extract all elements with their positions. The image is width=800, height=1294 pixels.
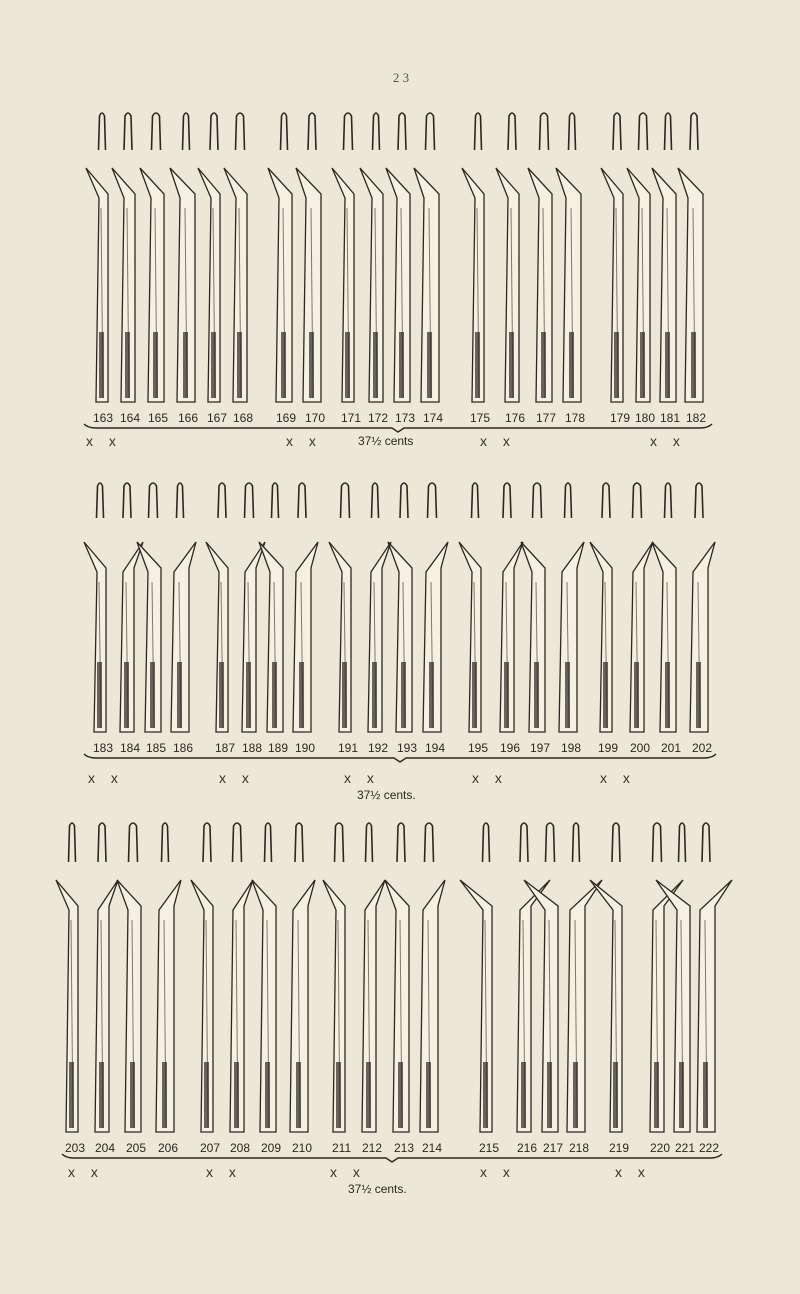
shaft-grip-shading (69, 1062, 74, 1128)
item-number: 179 (610, 411, 631, 425)
item-number: 165 (148, 411, 169, 425)
item-number: 188 (242, 741, 263, 755)
item-number: 209 (261, 1141, 282, 1155)
instrument-handle (366, 823, 373, 862)
instrument-shaft (140, 168, 164, 402)
order-mark: x x (344, 770, 380, 786)
shaft-grip-shading (426, 1062, 431, 1128)
item-number: 212 (362, 1141, 383, 1155)
instrument-handle (308, 113, 316, 150)
instrument-handle (602, 483, 610, 518)
item-number: 180 (635, 411, 656, 425)
item-number: 214 (422, 1141, 443, 1155)
instrument-handle (475, 113, 482, 150)
item-number: 181 (660, 411, 681, 425)
instrument-handle (520, 823, 528, 862)
order-mark: x x (472, 770, 508, 786)
item-number: 213 (394, 1141, 415, 1155)
shaft-grip-shading (521, 1062, 526, 1128)
instrument-handle (665, 483, 672, 518)
instrument-shaft (601, 168, 623, 402)
instrument-shaft (230, 880, 253, 1132)
instrument-shaft (117, 880, 141, 1132)
page-mark: 2 3 (392, 70, 410, 85)
instrument-shaft (697, 880, 732, 1132)
item-number: 191 (338, 741, 359, 755)
instrument-handle (425, 823, 434, 862)
instrument-shaft (496, 168, 519, 402)
shaft-grip-shading (366, 1062, 371, 1128)
instrument-handle (653, 823, 662, 862)
instrument-handle (162, 823, 169, 862)
item-number: 183 (93, 741, 114, 755)
instrument-shaft (590, 542, 612, 732)
instrument-handle (149, 483, 158, 518)
shaft-grip-shading (398, 1062, 403, 1128)
order-mark: x x (219, 770, 255, 786)
instrument-handle (265, 823, 272, 862)
item-number: 221 (675, 1141, 696, 1155)
item-number: 170 (305, 411, 326, 425)
instrument-shaft (652, 168, 676, 402)
instrument-shaft (252, 880, 276, 1132)
instrument-handle (426, 113, 435, 150)
order-mark: x x (480, 433, 516, 449)
item-number: 190 (295, 741, 316, 755)
item-number: 163 (93, 411, 114, 425)
price-label: 37½ cents (358, 434, 414, 448)
group-bracket (62, 1154, 722, 1162)
instrument-shaft (362, 880, 385, 1132)
shaft-grip-shading (299, 662, 304, 728)
instrument-shaft (329, 542, 351, 732)
shaft-grip-shading (124, 662, 129, 728)
instrument-handle (123, 483, 131, 518)
instrument-shaft (170, 168, 195, 402)
shaft-grip-shading (272, 662, 277, 728)
instrument-shaft (95, 880, 118, 1132)
item-number: 219 (609, 1141, 630, 1155)
instrument-handle (98, 823, 106, 862)
instrument-shaft (56, 880, 78, 1132)
shaft-grip-shading (296, 1062, 301, 1128)
item-number: 168 (233, 411, 254, 425)
item-number: 220 (650, 1141, 671, 1155)
instrument-handle (633, 483, 642, 518)
item-number: 217 (543, 1141, 564, 1155)
item-number: 192 (368, 741, 389, 755)
shaft-grip-shading (475, 332, 480, 398)
shaft-grip-shading (204, 1062, 209, 1128)
shaft-grip-shading (603, 662, 608, 728)
order-mark: x x (330, 1164, 366, 1180)
item-number: 206 (158, 1141, 179, 1155)
instrument-handle (295, 823, 303, 862)
instrument-handle (690, 113, 698, 150)
shaft-grip-shading (640, 332, 645, 398)
instrument-handle (565, 483, 572, 518)
item-number: 172 (368, 411, 389, 425)
instrument-shaft (191, 880, 213, 1132)
instrument-shaft (459, 542, 481, 732)
item-number: 215 (479, 1141, 500, 1155)
group-bracket (84, 754, 716, 762)
item-number: 174 (423, 411, 444, 425)
instrument-handle (702, 823, 710, 862)
instrument-shaft (268, 168, 292, 402)
item-number: 195 (468, 741, 489, 755)
item-number: 208 (230, 1141, 251, 1155)
order-mark: x x (88, 770, 124, 786)
item-number: 210 (292, 1141, 313, 1155)
shaft-grip-shading (614, 332, 619, 398)
instrument-handle (218, 483, 226, 518)
instrument-handle (569, 113, 576, 150)
shaft-grip-shading (372, 662, 377, 728)
instrument-handle (124, 113, 132, 150)
instrument-handle (483, 823, 490, 862)
item-number: 166 (178, 411, 199, 425)
item-number: 207 (200, 1141, 221, 1155)
shaft-grip-shading (547, 1062, 552, 1128)
instrument-shaft (259, 542, 283, 732)
instrument-handle (400, 483, 408, 518)
instrument-handle (298, 483, 306, 518)
shaft-grip-shading (97, 662, 102, 728)
instrument-handle (573, 823, 580, 862)
shaft-grip-shading (691, 332, 696, 398)
shaft-grip-shading (211, 332, 216, 398)
shaft-grip-shading (373, 332, 378, 398)
instrument-handle (152, 113, 161, 150)
item-number: 187 (215, 741, 236, 755)
order-mark: x x (480, 1164, 516, 1180)
instrument-handle (245, 483, 254, 518)
shaft-grip-shading (281, 332, 286, 398)
shaft-grip-shading (573, 1062, 578, 1128)
instrument-shaft (559, 542, 584, 732)
shaft-grip-shading (183, 332, 188, 398)
shaft-grip-shading (265, 1062, 270, 1128)
instrument-handle (533, 483, 542, 518)
instrument-handle (665, 113, 672, 150)
instrument-shaft (462, 168, 484, 402)
item-number: 198 (561, 741, 582, 755)
instrument-shaft (198, 168, 220, 402)
instrument-handle (503, 483, 511, 518)
instrument-handle (613, 113, 621, 150)
shaft-grip-shading (219, 662, 224, 728)
instrument-shaft (500, 542, 523, 732)
instrument-handle (540, 113, 549, 150)
shaft-grip-shading (665, 332, 670, 398)
item-number: 222 (699, 1141, 720, 1155)
instrument-shaft (690, 542, 715, 732)
instrument-shaft (423, 542, 448, 732)
shaft-grip-shading (613, 1062, 618, 1128)
item-number: 194 (425, 741, 446, 755)
instrument-shaft (332, 168, 354, 402)
item-number: 169 (276, 411, 297, 425)
instrument-handle (695, 483, 703, 518)
order-mark: x x (286, 433, 322, 449)
item-number: 200 (630, 741, 651, 755)
shaft-grip-shading (309, 332, 314, 398)
instrument-shaft (360, 168, 383, 402)
instrument-handle (472, 483, 479, 518)
item-number: 182 (686, 411, 707, 425)
instrument-shaft (137, 542, 161, 732)
shaft-grip-shading (483, 1062, 488, 1128)
item-number: 202 (692, 741, 713, 755)
shaft-grip-shading (401, 662, 406, 728)
instrument-shaft (678, 168, 703, 402)
order-mark: x x (615, 1164, 651, 1180)
instrument-shaft (156, 880, 181, 1132)
instrument-handle (546, 823, 555, 862)
shaft-grip-shading (509, 332, 514, 398)
instrument-shaft (652, 542, 676, 732)
item-number: 196 (500, 741, 521, 755)
item-number: 175 (470, 411, 491, 425)
instrument-handle (69, 823, 76, 862)
order-mark: x x (86, 433, 122, 449)
shaft-grip-shading (177, 662, 182, 728)
instrument-shaft (242, 542, 265, 732)
shaft-grip-shading (565, 662, 570, 728)
shaft-grip-shading (162, 1062, 167, 1128)
shaft-grip-shading (665, 662, 670, 728)
instrument-shaft (293, 542, 318, 732)
item-number: 204 (95, 1141, 116, 1155)
instrument-handle (335, 823, 344, 862)
instrument-shaft (385, 880, 409, 1132)
shaft-grip-shading (534, 662, 539, 728)
instrument-handle (397, 823, 405, 862)
item-number: 178 (565, 411, 586, 425)
instrument-handle (508, 113, 516, 150)
instrument-shaft (171, 542, 196, 732)
shaft-grip-shading (153, 332, 158, 398)
instrument-handle (679, 823, 686, 862)
shaft-grip-shading (634, 662, 639, 728)
instrument-handle (344, 113, 353, 150)
group-bracket (84, 424, 712, 432)
item-number: 189 (268, 741, 289, 755)
instrument-handle (97, 483, 104, 518)
item-number: 177 (536, 411, 557, 425)
shaft-grip-shading (569, 332, 574, 398)
shaft-grip-shading (234, 1062, 239, 1128)
instrument-shaft (84, 542, 106, 732)
instrument-shaft (630, 542, 653, 732)
item-number: 203 (65, 1141, 86, 1155)
instrument-shaft (290, 880, 315, 1132)
item-number: 199 (598, 741, 619, 755)
shaft-grip-shading (150, 662, 155, 728)
item-number: 167 (207, 411, 228, 425)
item-number: 197 (530, 741, 551, 755)
instrument-shaft (86, 168, 108, 402)
price-label: 37½ cents. (348, 1182, 407, 1196)
order-mark: x x (650, 433, 686, 449)
shaft-grip-shading (342, 662, 347, 728)
instrument-handle (236, 113, 245, 150)
instrument-shaft (521, 542, 545, 732)
instrument-handle (177, 483, 184, 518)
shaft-grip-shading (504, 662, 509, 728)
instrument-handle (210, 113, 218, 150)
instrument-handle (398, 113, 406, 150)
instrument-shaft (112, 168, 135, 402)
instrument-handle (281, 113, 288, 150)
instrument-handle (612, 823, 620, 862)
shaft-grip-shading (427, 332, 432, 398)
item-number: 216 (517, 1141, 538, 1155)
shaft-grip-shading (679, 1062, 684, 1128)
order-mark: x x (206, 1164, 242, 1180)
instrument-handle (183, 113, 190, 150)
shaft-grip-shading (99, 1062, 104, 1128)
instrument-handle (129, 823, 138, 862)
shaft-grip-shading (125, 332, 130, 398)
instrument-handle (372, 483, 379, 518)
instrument-shaft (368, 542, 391, 732)
instrument-shaft (296, 168, 321, 402)
instrument-shaft (528, 168, 552, 402)
instrument-handle (639, 113, 648, 150)
item-number: 173 (395, 411, 416, 425)
instrument-handle (341, 483, 350, 518)
item-number: 186 (173, 741, 194, 755)
item-number: 176 (505, 411, 526, 425)
instrument-handle (272, 483, 279, 518)
instrument-shaft (120, 542, 143, 732)
instrument-shaft (556, 168, 581, 402)
item-number: 205 (126, 1141, 147, 1155)
order-mark: x x (68, 1164, 104, 1180)
item-number: 218 (569, 1141, 590, 1155)
item-number: 211 (332, 1141, 352, 1155)
item-number: 171 (341, 411, 362, 425)
shaft-grip-shading (399, 332, 404, 398)
item-number: 185 (146, 741, 167, 755)
instrument-shaft (388, 542, 412, 732)
instrument-shaft (420, 880, 445, 1132)
order-mark: x x (600, 770, 636, 786)
shaft-grip-shading (130, 1062, 135, 1128)
instrument-shaft (386, 168, 410, 402)
instrument-shaft (414, 168, 439, 402)
shaft-grip-shading (237, 332, 242, 398)
instrument-shaft (627, 168, 650, 402)
instrument-shaft (206, 542, 228, 732)
instrument-handle (99, 113, 106, 150)
item-number: 201 (661, 741, 682, 755)
item-number: 184 (120, 741, 141, 755)
shaft-grip-shading (336, 1062, 341, 1128)
instrument-shaft (323, 880, 345, 1132)
instrument-shaft (567, 880, 602, 1132)
instrument-handle (428, 483, 437, 518)
instrument-handle (203, 823, 211, 862)
shaft-grip-shading (541, 332, 546, 398)
shaft-grip-shading (246, 662, 251, 728)
shaft-grip-shading (429, 662, 434, 728)
item-number: 193 (397, 741, 418, 755)
shaft-grip-shading (703, 1062, 708, 1128)
shaft-grip-shading (472, 662, 477, 728)
instrument-handle (233, 823, 242, 862)
instrument-shaft (224, 168, 247, 402)
instrument-handle (373, 113, 380, 150)
shaft-grip-shading (654, 1062, 659, 1128)
item-number: 164 (120, 411, 141, 425)
price-label: 37½ cents. (357, 788, 416, 802)
shaft-grip-shading (345, 332, 350, 398)
shaft-grip-shading (696, 662, 701, 728)
shaft-grip-shading (99, 332, 104, 398)
